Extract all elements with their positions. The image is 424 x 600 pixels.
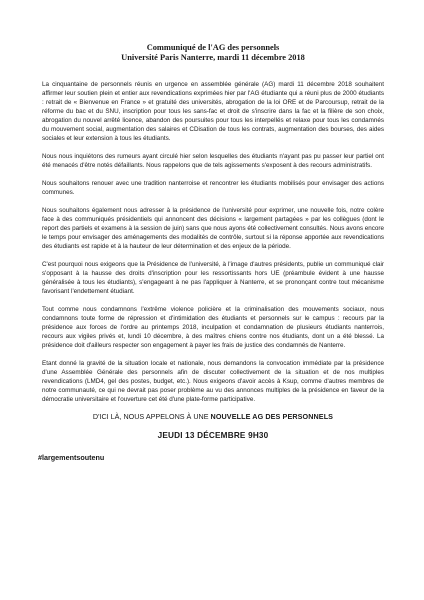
callout-lead: D'ICI LÀ, NOUS APPELONS À UNE: [92, 411, 211, 421]
hashtag: #largementsoutenu: [38, 452, 105, 462]
paragraph-repression: Tout comme nous condamnons l'extrême violence policière et la criminalisation des mouvements sociaux, nous condamnons toute forme de répression et d'intimidation des étudiants et personnels sur le campus : recours par la présidence aux forces de l'ordre au printemps 2018, inculpation et condamnation de plusieurs étudiants nanterrois, recours aux vigiles privés et, lundi 10 décembre, à des maîtres chiens contre nos étudiants, dont un a été blessé. La présidence doit d'ailleurs respecter son engagement à payer les frais de justice des condamnés de Nanterre.: [42, 305, 384, 349]
callout-strong: NOUVELLE AG DES PERSONNELS: [210, 411, 334, 421]
paragraph-presidency: Nous souhaitons également nous adresser à la présidence de l'université pour exprimer, une nouvelle fois, notre colère face à des communiqués présidentiels qui annoncent des décisions « largement partagées » par les collègues (dont le report des partiels et examens à la session de juin) sans que nous ayons été collectivement consultés. Nous avons encore le temps pour envisager des aménagements des modalités de contrôle, surtout si la réponse apportée aux revendications des étudiants est rapide et à la hauteur de leur détermination et des enjeux de la période.: [42, 206, 384, 250]
paragraph-rumors: Nous nous inquiétons des rumeurs ayant circulé hier selon lesquelles des étudiants n'ayant pas pu passer leur partiel ont été menacés d'être notés défaillants. Nous rappelons que de tels agissements s'exposent à des recours administratifs.: [42, 152, 384, 169]
title-line-1: Communiqué de l'AG des personnels: [146, 43, 280, 52]
callout-line: [42, 412, 384, 422]
paragraph-demands: C'est pourquoi nous exigeons que la Présidence de l'université, à l'image d'autres présidents, publie un communiqué clair s'opposant à la hausse des droits d'inscription pour les ressortissants hors UE (préambule évident à une hausse généralisée à tous les étudiants), s'engageant à ne pas l'appliquer à Nanterre, et se prononçant contre tout mécanisme favorisant l'endettement étudiant.: [42, 260, 384, 295]
document-title: [42, 43, 384, 64]
paragraph-tradition: Nous souhaitons renouer avec une tradition nanterroise et rencontrer les étudiants mobilisés pour envisager des actions communes.: [42, 179, 384, 196]
paragraph-assembly: Etant donné la gravité de la situation locale et nationale, nous demandons la convocation immédiate par la présidence d'une Assemblée Générale des personnels afin de discuter collectivement de la situation et de nos multiples revendications (LMD4, gel des postes, budget, etc.). Nous exigeons d'avoir accès à Ksup, comme d'autres membres de notre communauté, ce qui ne devrait pas poser problème au vu des annonces multiples de la présidence en faveur de la démocratie universitaire et l'ouverture cet été d'une plate-forme participative.: [42, 359, 384, 403]
title-line-2: Université Paris Nanterre, mardi 11 décembre 2018: [121, 53, 305, 63]
meeting-date: JEUDI 13 DÉCEMBRE 9H30: [157, 430, 269, 440]
paragraph-support: La cinquantaine de personnels réunis en urgence en assemblée générale (AG) mardi 11 décembre 2018 souhaitent affirmer leur soutien plein et entier aux revendications exprimées hier par l'AG étudiante qui a réuni plus de 2000 étudiants : retrait de « Bienvenue en France » et gratuité des universités, abrogation de la loi ORE et de Parcoursup, retrait de la réforme du bac et du SNU, inscription pour tous les sans-fac et droit de s'inscrire dans la fac et la filière de son choix, abrogation du nouvel arrêté licence, abandon des poursuites pour tous les interpellés et relaxe pour tous les condamnés du mouvement social, augmentation des salaires et CDisation de tous les contrats, augmentation des bourses, des aides sociales et leur extension à tous les étudiants.: [42, 80, 384, 142]
